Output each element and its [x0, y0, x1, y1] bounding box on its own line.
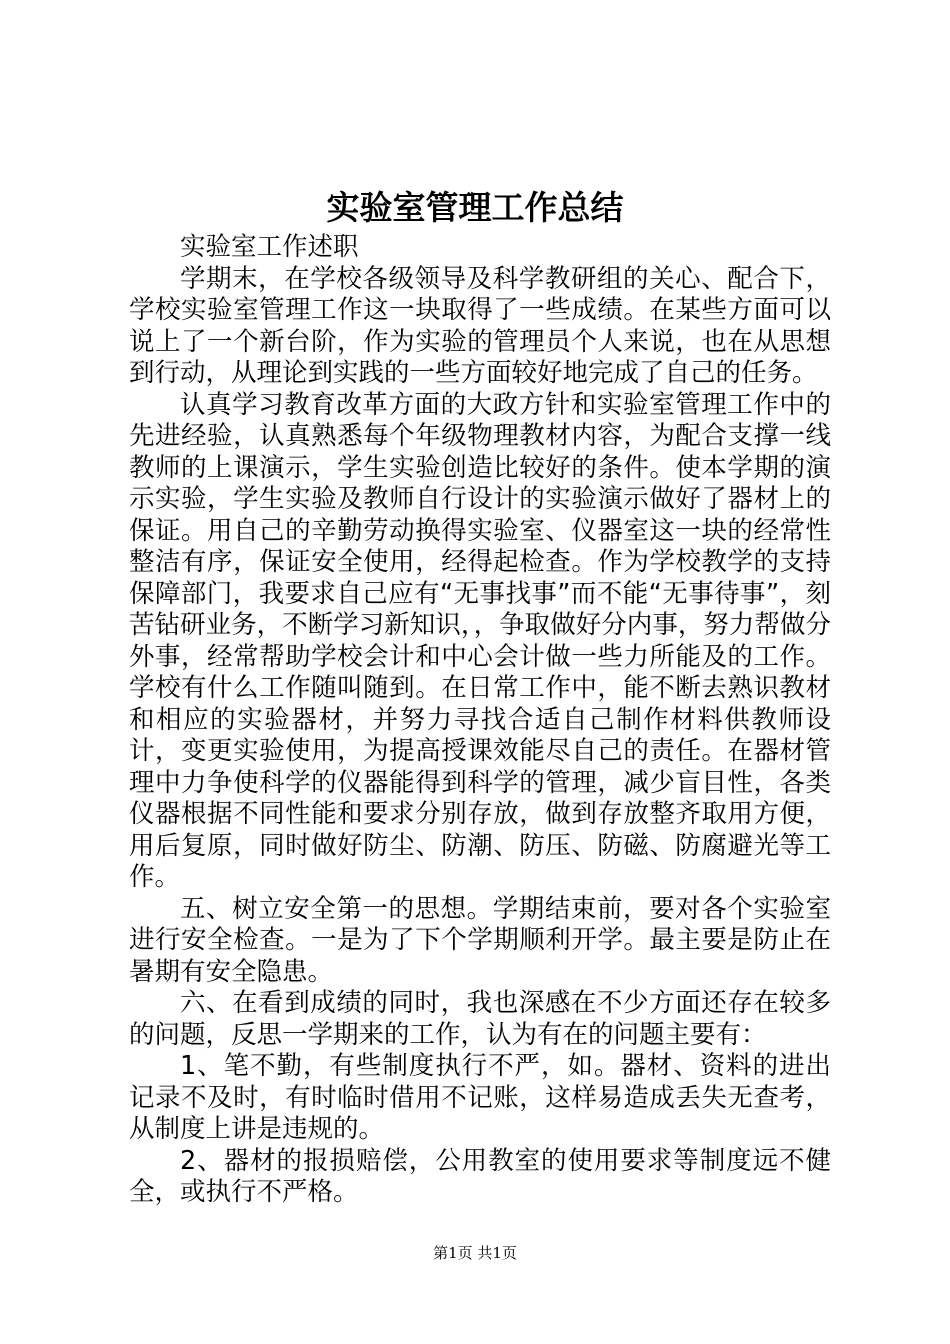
paragraph-problem-1: 1、笔不勤，有些制度执行不严，如。器材、资料的进出记录不及时，有时临时借用不记账，这样易造成丢失无查考，从制度上讲是违规的。	[129, 1051, 831, 1144]
paragraph-problems: 六、在看到成绩的同时，我也深感在不少方面还存在较多的问题，反思一学期来的工作，认为有在的问题主要有：	[129, 988, 831, 1050]
paragraph-intro: 学期末，在学校各级领导及科学教研组的关心、配合下，学校实验室管理工作这一块取得了一些成绩。在某些方面可以说上了一个新台阶，作为实验的管理员个人来说，也在从思想到行动，从理论到实践的一些方面较好地完成了自己的任务。	[129, 263, 831, 388]
paragraph-subtitle: 实验室工作述职	[180, 232, 359, 262]
paragraph-safety: 五、树立安全第一的思想。学期结束前，要对各个实验室进行安全检查。一是为了下个学期顺利开学。最主要是防止在暑期有安全隐患。	[129, 893, 831, 987]
page-footer: 第1页 共1页	[433, 1244, 517, 1262]
document-title: 实验室管理工作总结	[326, 188, 624, 227]
document-body	[129, 232, 831, 1209]
paragraph-work: 认真学习教育改革方面的大政方针和实验室管理工作中的先进经验，认真熟悉每个年级物理教材内容，为配合支撑一线教师的上课演示，学生实验创造比较好的条件。使本学期的演示实验，学生实验及教师自行设计的实验演示做好了器材上的保证。用自己的辛勤劳动换得实验室、仪器室这一块的经常性整洁有序，保证安全使用，经得起检查。作为学校教学的支持保障部门，我要求自己应有“无事找事”而不能“无事待事”，刻苦钻研业务，不断学习新知识，，争取做好分内事，努力帮做分外事，经常帮助学校会计和中心会计做一些力所能及的工作。学校有什么工作随叫随到。在日常工作中，能不断去熟识教材和相应的实验器材，并努力寻找合适自己制作材料供教师设计，变更实验使用，为提高授课效能尽自己的责任。在器材管理中力争使科学的仪器能得到科学的管理，减少盲目性，各类仪器根据不同性能和要求分别存放，做到存放整齐取用方便，用后复原，同时做好防尘、防潮、防压、防磁、防腐避光等工作。	[129, 389, 831, 892]
paragraph-problem-2: 2、器材的报损赔偿，公用教室的使用要求等制度远不健全，或执行不严格。	[129, 1145, 831, 1207]
